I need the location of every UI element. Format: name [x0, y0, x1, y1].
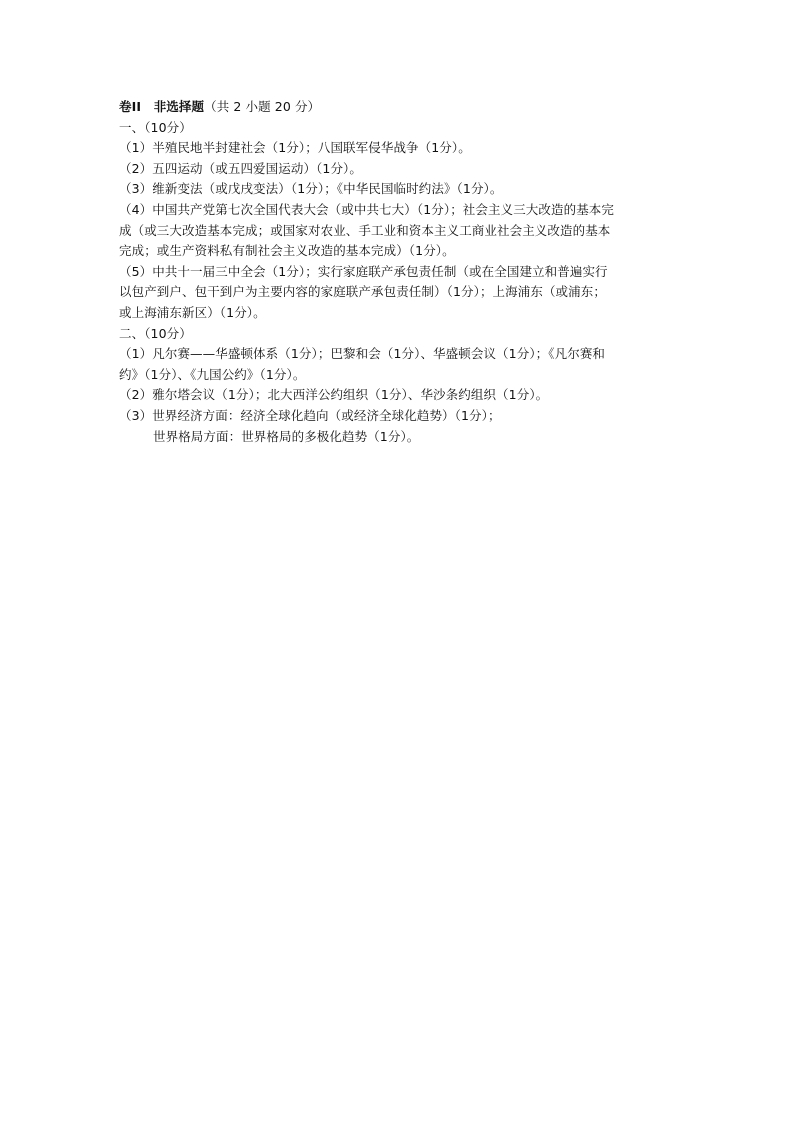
section-two-line: （3）世界经济方面：经济全球化趋向（或经济全球化趋势）（1分）； — [119, 407, 501, 423]
section-one-line: 完成；或生产资料私有制社会主义改造的基本完成）（1分）。 — [119, 243, 455, 259]
heading-bold-part: 卷II 非选择题 — [119, 99, 205, 114]
section-two-line: 约》（1分）、《九国公约》（1分）。 — [119, 366, 306, 382]
section-two-line: （1）凡尔赛——华盛顿体系（1分）；巴黎和会（1分）、华盛顿会议（1分）；《凡尔赛和 — [119, 346, 606, 362]
section-one-line: （1）半殖民地半封建社会（1分）；八国联军侵华战争（1分）。 — [119, 140, 471, 156]
section-two-label: 二、（10分） — [119, 325, 192, 341]
section-two-indented-line: 世界格局方面：世界格局的多极化趋势（1分）。 — [153, 428, 420, 444]
section-one-line: （4）中国共产党第七次全国代表大会（或中共七大）（1分）；社会主义三大改造的基本完 — [119, 201, 615, 217]
section-one-line: （5）中共十一届三中全会（1分）；实行家庭联产承包责任制（或在全国建立和普遍实行 — [119, 263, 608, 279]
section-two-line: （2）雅尔塔会议（1分）；北大西洋公约组织（1分）、华沙条约组织（1分）。 — [119, 387, 549, 403]
section-one-line: 或上海浦东新区）（1分）。 — [119, 304, 266, 320]
section-one-label: 一、（10分） — [119, 119, 192, 135]
document-heading — [119, 97, 679, 118]
section-one-line: （3）维新变法（或戊戌变法）（1分）；《中华民国临时约法》（1分）。 — [119, 181, 503, 197]
section-one-line: （2）五四运动（或五四爱国运动）（1分）。 — [119, 160, 363, 176]
section-one-line: 成（或三大改造基本完成；或国家对农业、手工业和资本主义工商业社会主义改造的基本 — [119, 222, 611, 238]
section-one-line: 以包产到户、包干到户为主要内容的家庭联产承包责任制）（1分）；上海浦东（或浦东； — [119, 284, 606, 300]
answer-key-document — [119, 97, 679, 447]
heading-note: （共 2 小题 20 分） — [204, 99, 321, 114]
